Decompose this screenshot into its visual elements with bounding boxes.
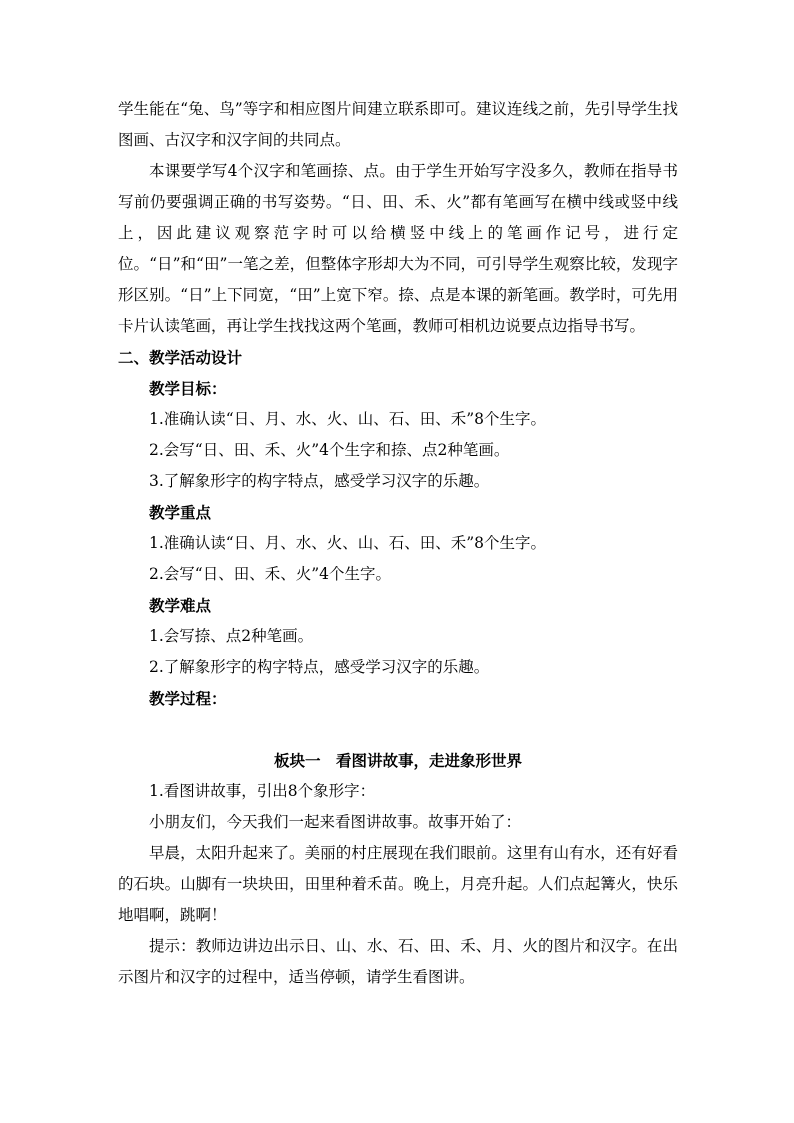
document-body	[118, 94, 678, 993]
section-heading: 二、教学活动设计	[118, 348, 243, 367]
difficulties-heading: 教学难点	[149, 596, 212, 615]
story-step: 1.看图讲故事，引出8个象形字：	[149, 782, 376, 800]
goals-heading: 教学目标：	[149, 379, 227, 398]
key-point-item: 2.会写“日、田、禾、火”4个生字。	[149, 565, 391, 583]
goal-item: 1.准确认读“日、月、水、火、山、石、田、禾”8个生字。	[149, 410, 547, 428]
difficulty-item: 1.会写捺、点2种笔画。	[149, 627, 314, 645]
paragraph-writing-guidance: 本课要学写4个汉字和笔画捺、点。由于学生开始写字没多久，教师在指导书写前仍要强调正确的书写姿势。“日、田、禾、火”都有笔画写在横中线或竖中线上，因此建议观察范字时可以给横竖中线上的笔画作记号，进行定位。“日”和“田”一笔之差，但整体字形却大为不同，可引导学生观察比较，发现字形区别。“日”上下同宽，“田”上宽下窄。捺、点是本课的新笔画。教学时，可先用卡片认读笔画，再让学生找找这两个笔画，教师可相机边说要点边指导书写。	[118, 162, 678, 335]
key-points-heading: 教学重点	[149, 503, 212, 522]
process-heading: 教学过程：	[149, 689, 227, 708]
blank-line	[118, 714, 678, 745]
goal-item: 3.了解象形字的构字特点，感受学习汉字的乐趣。	[149, 472, 490, 490]
teaching-tip: 提示：教师边讲边出示日、山、水、石、田、禾、月、火的图片和汉字。在出示图片和汉字的过程中，适当停顿，请学生看图讲。	[118, 937, 678, 986]
block-title: 板块一 看图讲故事，走进象形世界	[273, 751, 522, 770]
goal-item: 2.会写“日、田、禾、火”4个生字和捺、点2种笔画。	[149, 441, 510, 459]
difficulty-item: 2.了解象形字的构字特点，感受学习汉字的乐趣。	[149, 658, 490, 676]
story-intro: 小朋友们，今天我们一起来看图讲故事。故事开始了：	[149, 813, 522, 831]
key-point-item: 1.准确认读“日、月、水、火、山、石、田、禾”8个生字。	[149, 534, 547, 552]
paragraph-linking: 学生能在“兔、鸟”等字和相应图片间建立联系即可。建议连线之前，先引导学生找图画、古汉字和汉字间的共同点。	[118, 100, 678, 149]
story-body: 早晨，太阳升起来了。美丽的村庄展现在我们眼前。这里有山有水，还有好看的石块。山脚有一块块田，田里种着禾苗。晚上，月亮升起。人们点起篝火，快乐地唱啊，跳啊！	[118, 844, 678, 924]
